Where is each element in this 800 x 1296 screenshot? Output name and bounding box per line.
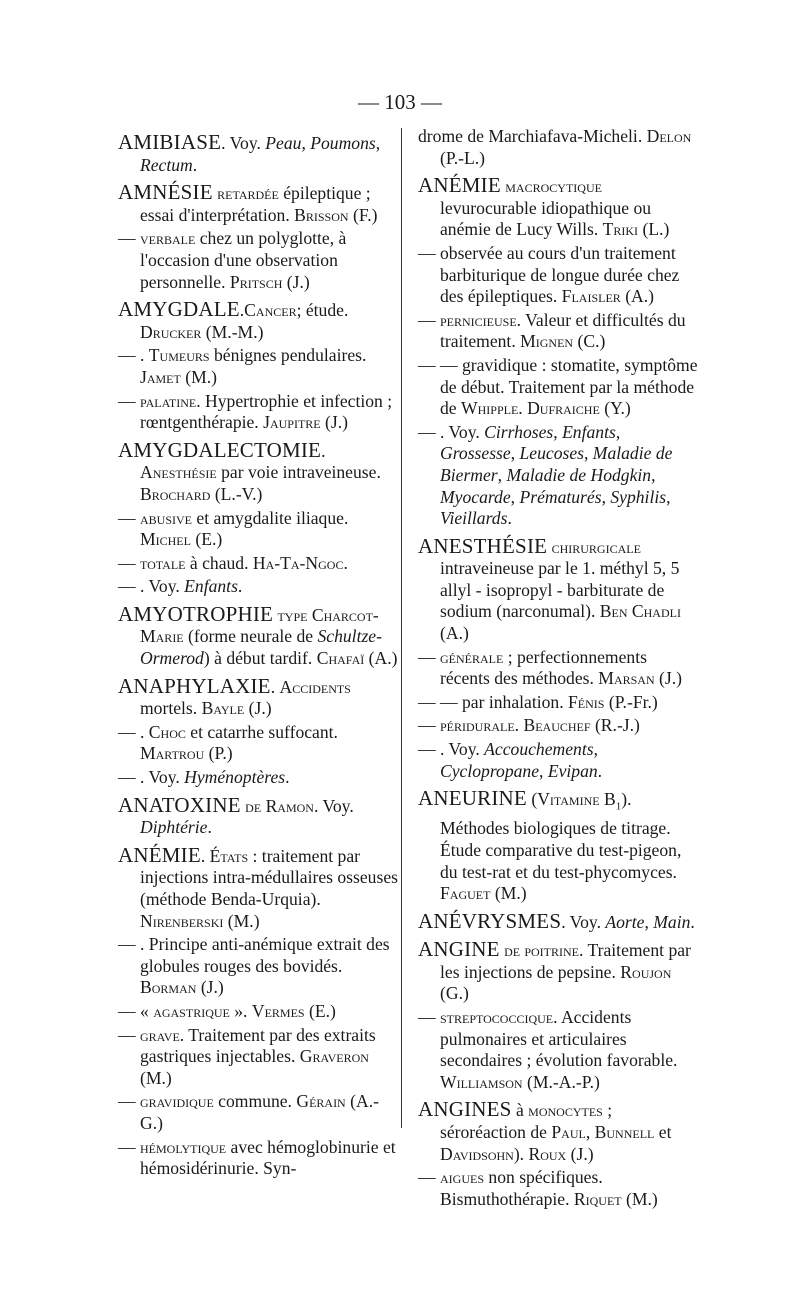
entry-text: (A.) <box>620 286 655 307</box>
entry-text: — . Voy. <box>118 767 185 788</box>
author-name: Charcot-Marie <box>140 604 379 647</box>
entry-text: levurocurable idiopathique ou anémie de Lucy Wills. <box>440 197 652 240</box>
author-name: Jamet <box>140 366 181 387</box>
entry-text: — <box>418 646 440 667</box>
index-entry <box>418 788 698 904</box>
page-number: — 103 — <box>358 90 442 114</box>
entry-qualifier: retardée <box>217 184 279 204</box>
author-name: Ben Chadli <box>599 601 681 622</box>
entry-text: — — gravidique : stomatite, symptôme de début. Traitement par la méthode de <box>418 354 698 419</box>
entry-text: — . Principe anti-anémique extrait des globules rouges des bovidés. <box>118 934 390 976</box>
entry-text: — <box>418 1007 440 1028</box>
author-name: Flaisler <box>561 286 621 307</box>
author-name: Graveron <box>299 1046 369 1067</box>
entry-text: . <box>285 767 290 788</box>
author-name: Gérain <box>296 1091 346 1112</box>
entry-headword: ANAPHYLAXIE <box>118 673 271 698</box>
entry-text: — <box>118 507 140 528</box>
entry-text: (J.) <box>654 668 682 689</box>
entry-qualifier: gravidique <box>140 1092 214 1112</box>
entry-qualifier: abusive <box>140 508 193 528</box>
index-entry <box>118 792 398 839</box>
entry-text: (L.) <box>638 219 670 240</box>
cross-reference: Syphilis <box>610 486 667 507</box>
author-name: Williamson <box>440 1071 523 1092</box>
entry-text: (A.) <box>364 648 398 669</box>
entry-text: . Valeur et difficultés du traitement. <box>440 309 686 352</box>
author-name: Martrou <box>140 743 205 764</box>
author-name: Brochard <box>140 483 211 504</box>
right-column <box>418 126 698 1212</box>
cross-reference: Myocarde <box>440 486 511 507</box>
index-subentry <box>118 934 398 999</box>
entry-text: (P.-L.) <box>440 147 485 168</box>
author-name: Drucker <box>140 321 202 342</box>
entry-headword: ANGINES <box>418 1097 512 1122</box>
entry-text: (M.-A.-P.) <box>522 1071 600 1092</box>
index-subentry <box>418 355 698 420</box>
index-entry <box>118 842 398 932</box>
entry-text: , <box>510 443 520 464</box>
entry-text: — — par inhalation. <box>418 691 569 712</box>
entry-text: bénignes pendulaires. <box>209 345 367 366</box>
entry-text: (P.) <box>204 743 233 764</box>
entry-text: , <box>539 760 548 781</box>
entry-text: — . <box>118 345 149 366</box>
entry-text: (A.-G.) <box>140 1091 379 1133</box>
entry-text: à chaud. <box>185 552 253 573</box>
entry-text: — <box>118 1136 140 1157</box>
entry-text: (A.) <box>440 623 469 644</box>
cross-reference: Cyclopropane <box>440 760 540 781</box>
entry-text: commune. <box>213 1091 297 1112</box>
index-subentry <box>118 391 398 434</box>
author-name: Anesthésie <box>140 462 217 483</box>
cross-reference: Grossesse <box>440 443 511 464</box>
index-entry <box>418 175 698 241</box>
entry-text: , <box>375 133 381 153</box>
index-entry <box>418 1099 698 1165</box>
entry-text: — <box>418 715 440 736</box>
index-entry <box>118 182 398 226</box>
entry-text: et <box>654 1122 672 1143</box>
entry-text: (P.-Fr.) <box>604 691 658 712</box>
author-name: Ramon <box>265 795 314 816</box>
index-entry <box>118 601 398 670</box>
entry-text: . Traitement par des extraits gastriques injectables. <box>140 1024 376 1067</box>
index-subentry <box>418 647 698 690</box>
entry-qualifier: de <box>245 796 262 816</box>
author-name: Bayle <box>201 698 245 719</box>
subscript-text: 1 <box>615 800 622 813</box>
entry-text: ». <box>229 1000 252 1021</box>
entry-qualifier: macrocytique <box>505 177 602 197</box>
entry-text: , <box>651 464 656 485</box>
cross-reference: Vieillards <box>440 508 508 529</box>
entry-text: — <box>118 228 140 249</box>
entry-headword: ANÉVRYSMES <box>418 908 562 933</box>
author-name: Dufraiche <box>527 398 600 419</box>
entry-headword: ANESTHÉSIE <box>418 533 548 558</box>
entry-text: . <box>200 845 210 866</box>
entry-text: : traitement par injections intra-médullaires osseuses (méthode Benda-Urquia). <box>140 845 398 909</box>
entry-text: ). Méthodes biologiques de titrage. Étude comparative du test-pigeon, du test-rat et du test-phycomyces. <box>440 789 682 882</box>
cross-reference: Prématurés <box>519 486 602 507</box>
entry-text: (forme neurale de <box>183 626 318 647</box>
entry-text: . Traitement par les injections de pepsine. <box>440 940 691 982</box>
index-subentry <box>418 243 698 308</box>
author-name: Marsan <box>598 668 655 689</box>
entry-headword: AMIBIASE <box>118 130 222 154</box>
entry-text: (M.) <box>223 910 260 931</box>
index-subentry <box>418 739 698 782</box>
cross-reference: Enfants <box>184 576 238 597</box>
entry-text: (E.) <box>190 529 223 550</box>
entry-text: (J.) <box>196 977 224 998</box>
index-entry <box>118 437 398 506</box>
entry-text: — <box>118 390 140 411</box>
index-subentry <box>418 715 698 737</box>
entry-text: — . Voy. <box>418 739 485 760</box>
entry-text: , <box>666 486 671 507</box>
entry-text: B <box>599 789 616 810</box>
author-name: Chafaï <box>316 648 365 669</box>
author-name: Triki <box>602 219 639 240</box>
entry-headword: ANÉMIE <box>418 173 501 198</box>
index-subentry <box>118 576 398 598</box>
author-name: Brisson <box>294 204 349 225</box>
entry-text: (G.) <box>440 983 469 1004</box>
author-name: Mignen <box>520 331 574 352</box>
entry-text: . Hypertrophie et infection ; rœntgenthérapie. <box>140 390 393 433</box>
author-name: Michel <box>140 529 191 550</box>
index-subentry <box>118 553 398 575</box>
author-name: Beauchef <box>523 715 591 736</box>
author-name: Davidsohn <box>440 1143 514 1164</box>
index-subentry <box>418 422 698 530</box>
entry-text: ; séroréaction de <box>440 1100 613 1143</box>
author-name: Vitamine <box>537 789 600 810</box>
index-subentry <box>118 228 398 293</box>
entry-text: ; étude. <box>296 300 349 321</box>
entry-text: . <box>321 440 326 461</box>
entry-text: — <box>118 552 140 573</box>
entry-text: — . Voy. <box>118 576 185 597</box>
cross-reference: Poumons <box>310 133 376 153</box>
entry-text: , <box>593 739 598 760</box>
author-name: États <box>209 845 249 866</box>
entry-text: , <box>585 1122 595 1143</box>
author-name: Pritsch <box>229 271 283 292</box>
entry-qualifier: aigues <box>440 1168 484 1188</box>
author-name: Riquet <box>573 1188 622 1209</box>
entry-headword: AMNÉSIE <box>118 180 213 205</box>
entry-qualifier: grave <box>140 1025 180 1045</box>
entry-text: . <box>270 676 280 697</box>
entry-text: . <box>239 300 245 321</box>
entry-text: drome de Marchiafava-Micheli. <box>418 126 647 146</box>
entry-text: — <box>418 309 440 330</box>
author-name: Delon <box>646 126 692 146</box>
entry-text: mortels. <box>140 698 202 719</box>
index-subentry <box>118 1001 398 1023</box>
index-subentry <box>118 508 398 551</box>
entry-text: non spécifiques. Bismuthothérapie. <box>440 1167 603 1209</box>
entry-text: ). <box>513 1143 529 1164</box>
index-entry <box>118 673 398 720</box>
index-entry <box>118 299 398 343</box>
cross-reference: Maladie de Hodgkin <box>506 464 652 485</box>
entry-text: , <box>644 911 654 932</box>
index-subentry <box>118 345 398 388</box>
entry-headword: ANATOXINE <box>118 792 241 817</box>
entry-qualifier: pernicieuse <box>440 310 517 330</box>
entry-text: ; perfectionnements récents des méthodes. <box>440 646 647 689</box>
index-entry <box>418 939 698 1005</box>
entry-text: . Voy. <box>561 911 606 932</box>
entry-text: — <box>118 1024 140 1045</box>
entry-headword: ANEURINE <box>418 786 527 811</box>
cross-reference: Diphtérie <box>140 817 208 838</box>
entry-text: (F.) <box>348 204 378 225</box>
entry-text: , <box>601 486 611 507</box>
author-name: Tumeurs <box>148 345 210 366</box>
entry-text: . <box>237 576 243 597</box>
index-subentry <box>118 1025 398 1090</box>
entry-qualifier: totale <box>140 553 186 573</box>
entry-qualifier: générale <box>440 647 504 667</box>
entry-text: et amygdalite iliaque. <box>192 507 349 528</box>
cross-reference: Peau <box>265 133 302 153</box>
index-entry <box>118 132 398 176</box>
entry-qualifier: péridurale <box>440 716 515 736</box>
cross-reference: Hyménoptères <box>184 767 286 788</box>
index-entry <box>418 908 698 934</box>
entry-text: — . Voy. <box>418 421 485 442</box>
entry-text: (M.) <box>140 1067 172 1088</box>
entry-qualifier: verbale <box>140 229 196 249</box>
entry-text: . <box>343 552 348 573</box>
index-subentry <box>118 1091 398 1134</box>
entry-text: . <box>690 911 695 932</box>
entry-text: épileptique ; essai d'interprétation. <box>140 183 371 225</box>
author-name: Choc <box>148 721 186 742</box>
entry-headword: AMYGDALE <box>118 297 240 322</box>
entry-text: — « <box>118 1000 154 1021</box>
author-name: Roujon <box>620 961 672 982</box>
entry-text: — . <box>118 721 149 742</box>
entry-qualifier: palatine <box>140 391 197 411</box>
entry-text: (J.) <box>566 1143 594 1164</box>
entry-text: . Accidents pulmonaires et articulaires secondaires ; évolution favorable. <box>440 1007 678 1071</box>
entry-text: par voie intraveineuse. <box>216 462 381 483</box>
entry-text: , <box>497 464 507 485</box>
index-subentry <box>118 1137 398 1180</box>
entry-text: . <box>518 398 528 419</box>
entry-text: (L.-V.) <box>210 483 263 504</box>
entry-text: (M.) <box>621 1188 658 1209</box>
entry-text: . <box>597 760 603 781</box>
entry-text: avec hémoglobinurie et hémosidérinurie. Syn- <box>140 1136 396 1179</box>
index-subentry <box>118 722 398 765</box>
entry-text: chez un polyglotte, à l'occasion d'une observation personnelle. <box>140 228 347 292</box>
entry-text: (Y.) <box>599 398 631 419</box>
entry-text: (M.-M.) <box>201 321 264 342</box>
index-subentry <box>118 767 398 789</box>
entry-qualifier: type <box>277 605 308 625</box>
entry-text: (M.) <box>490 883 527 904</box>
index-subentry <box>418 692 698 714</box>
entry-text: (J.) <box>282 271 310 292</box>
column-divider <box>401 128 402 1128</box>
entry-text: . Voy. <box>221 133 266 153</box>
cross-reference: Aorte <box>605 911 645 932</box>
index-subentry <box>418 310 698 353</box>
author-name: Borman <box>140 977 197 998</box>
index-subentry <box>418 126 698 169</box>
entry-text: — <box>418 1167 440 1188</box>
cross-reference: Enfants <box>562 421 616 442</box>
cross-reference: Maladie de Biermer <box>440 443 673 485</box>
author-name: Fénis <box>568 691 605 712</box>
index-subentry <box>418 1007 698 1093</box>
index-entry <box>418 533 698 645</box>
entry-qualifier: agastrique <box>153 1001 230 1021</box>
entry-text: — <box>118 1091 140 1112</box>
author-name: Vermes <box>251 1000 305 1021</box>
entry-text: , <box>510 486 520 507</box>
entry-text: , <box>584 443 593 464</box>
author-name: Accidents <box>279 676 351 697</box>
cross-reference: Schultze-Ormerod <box>140 626 382 669</box>
entry-text: . <box>192 154 198 175</box>
entry-text: ) à début tardif. <box>203 648 317 669</box>
author-name: Jaupitre <box>263 412 321 433</box>
entry-headword: ANGINE <box>418 937 500 962</box>
author-name: Bunnell <box>594 1122 655 1143</box>
entry-text: (J.) <box>320 412 348 433</box>
cross-reference: Evipan <box>547 760 598 781</box>
author-name: Cancer <box>244 300 297 321</box>
entry-qualifier: streptococcique <box>440 1008 554 1028</box>
author-name: Roux <box>528 1143 567 1164</box>
entry-qualifier: chirurgicale <box>551 537 641 557</box>
entry-text: (J.) <box>244 698 272 719</box>
entry-text: à <box>511 1100 529 1121</box>
author-name: Ha-Ta-Ngoc <box>252 552 344 573</box>
entry-text: , <box>301 133 311 153</box>
author-name: Nirenberski <box>140 910 224 931</box>
entry-text: — observée au cours d'un traitement barbiturique de longue durée chez des épileptiques. <box>418 242 680 307</box>
author-name: Faguet <box>440 883 491 904</box>
entry-text: (M.) <box>180 366 218 387</box>
entry-qualifier: hémolytique <box>140 1137 227 1157</box>
cross-reference: Leucoses <box>519 443 584 464</box>
entry-text: . <box>507 508 512 529</box>
entry-text: intraveineuse par le 1. méthyl 5, 5 allyl - isopropyl - barbiturate de sodium (narconumal). <box>440 558 680 622</box>
entry-qualifier: de poitrine <box>504 941 580 961</box>
entry-text: , <box>553 421 563 442</box>
entry-headword: AMYGDALECTOMIE <box>118 437 322 462</box>
left-column <box>118 126 398 1182</box>
entry-text: ( <box>526 789 538 810</box>
entry-text: (R.-J.) <box>590 715 640 736</box>
entry-text: . <box>207 817 212 838</box>
entry-headword: ANÉMIE <box>118 842 201 867</box>
cross-reference: Main <box>653 911 691 932</box>
entry-text: (C.) <box>573 331 606 352</box>
cross-reference: Cirrhoses <box>484 421 554 442</box>
entry-qualifier: monocytes <box>528 1101 603 1121</box>
cross-reference: Accouchements <box>484 739 594 760</box>
entry-text: et catarrhe suffocant. <box>185 721 338 742</box>
entry-text: , <box>615 421 621 442</box>
author-name: Whipple <box>461 398 519 419</box>
entry-text: . <box>514 715 524 736</box>
author-name: Paul <box>551 1122 586 1143</box>
index-subentry <box>418 1167 698 1210</box>
cross-reference: Rectum <box>140 154 193 175</box>
entry-headword: AMYOTROPHIE <box>118 601 274 626</box>
entry-text: (E.) <box>304 1000 336 1021</box>
entry-text: . Voy. <box>313 795 354 816</box>
